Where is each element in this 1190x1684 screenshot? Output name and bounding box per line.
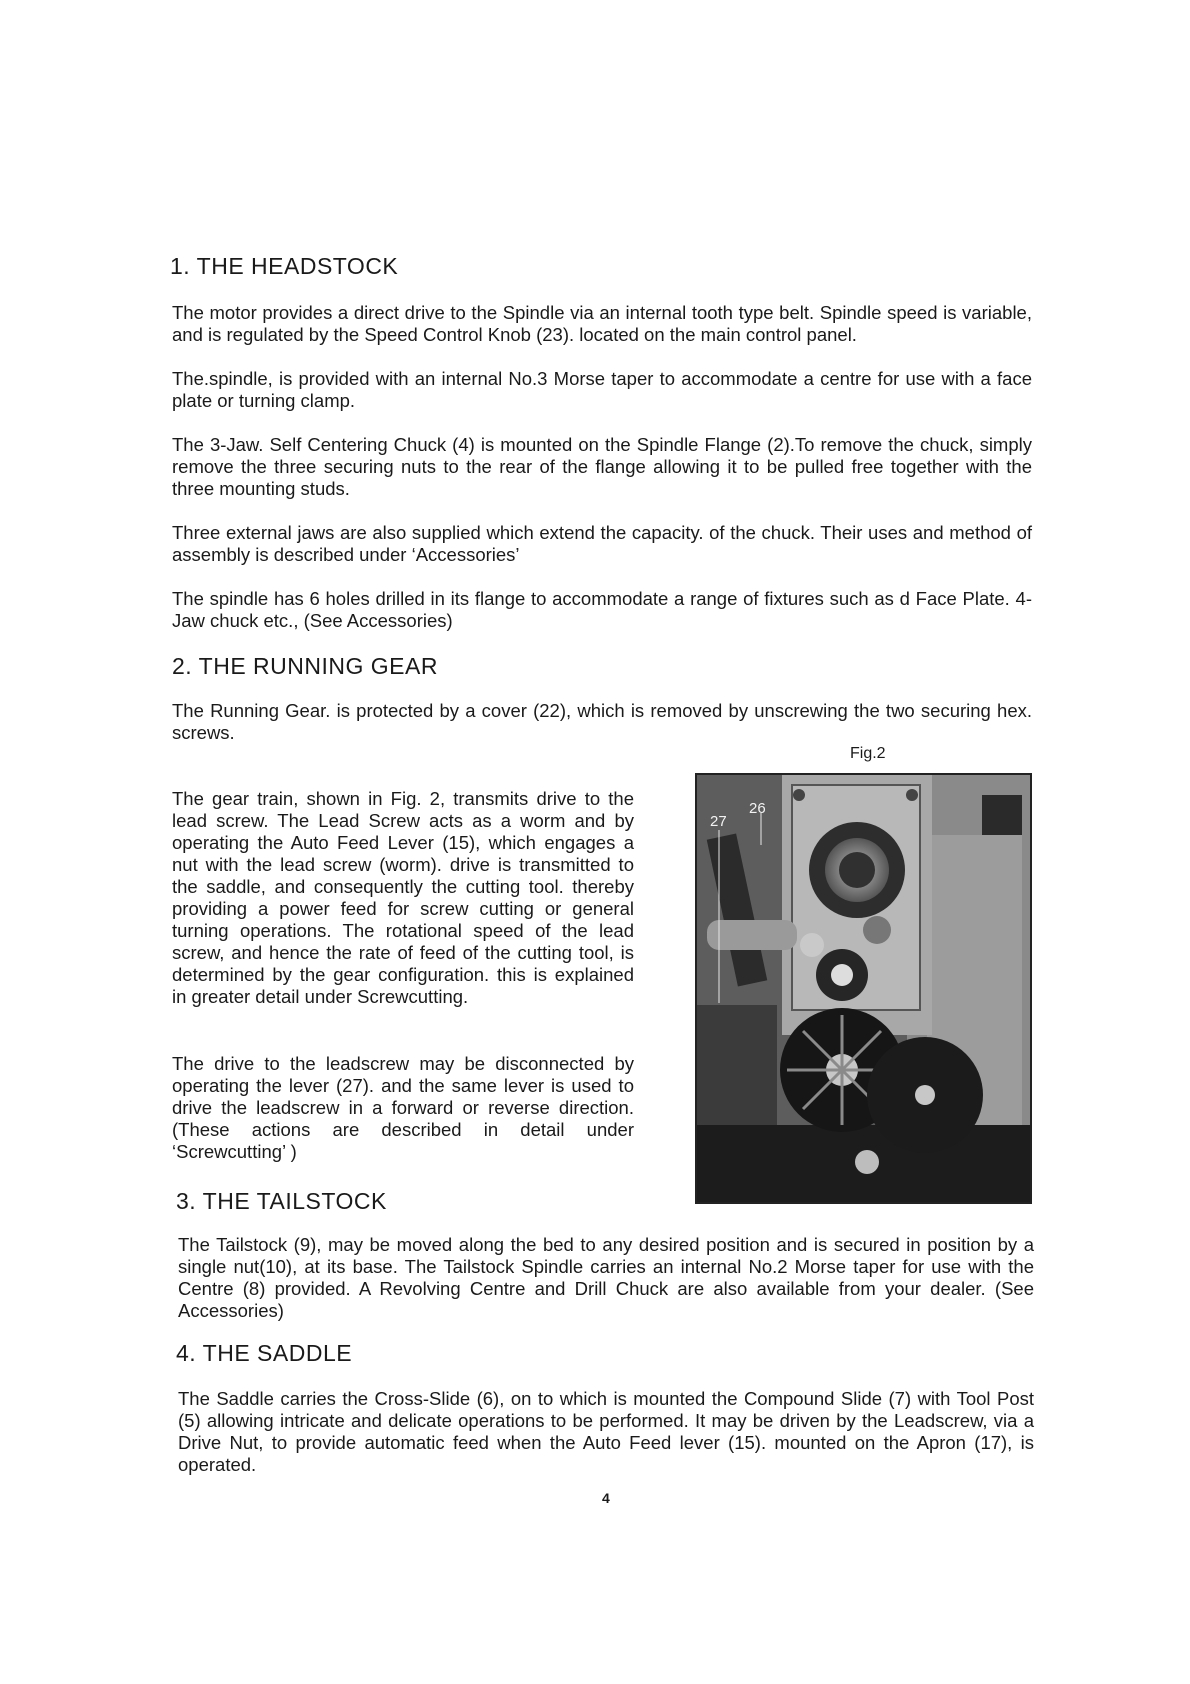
- paragraph: The Saddle carries the Cross-Slide (6), on to which is mounted the Compound Slide (7) with Tool Post (5) allowing intricate and delicate operations to be performed. It may be driven by the Leadscrew, via a Drive Nut, to provide automatic feed when the Auto Feed lever (15). mounted on the Apron (17), is operated.: [178, 1388, 1034, 1475]
- paragraph: The Tailstock (9), may be moved along the bed to any desired position and is secured in position by a single nut(10), at its base. The Tailstock Spindle carries an internal No.2 Morse taper for use with the Centre (8) provided. A Revolving Centre and Drill Chuck are also available from your dealer. (See Accessories): [178, 1234, 1034, 1321]
- gear-train-illustration: [697, 775, 1030, 1202]
- paragraph: The spindle has 6 holes drilled in its flange to accommodate a range of fixtures such as d Face Plate. 4-Jaw chuck etc., (See Accessories): [172, 588, 1032, 631]
- paragraph: The motor provides a direct drive to the Spindle via an internal tooth type belt. Spindle speed is variable, and is regulated by the Speed Control Knob (23). located on the main control panel.: [172, 302, 1032, 345]
- paragraph: Three external jaws are also supplied which extend the capacity. of the chuck. Their uses and method of assembly is described under ‘Accessories’: [172, 522, 1032, 565]
- figure-label: Fig.2: [850, 745, 886, 762]
- section-heading-headstock: 1. THE HEADSTOCK: [170, 253, 399, 279]
- paragraph: The Running Gear. is protected by a cover (22), which is removed by unscrewing the two securing hex. screws.: [172, 700, 1032, 743]
- paragraph: The 3-Jaw. Self Centering Chuck (4) is mounted on the Spindle Flange (2).To remove the chuck, simply remove the three securing nuts to the rear of the flange allowing it to be pulled free together with the three mounting studs.: [172, 434, 1032, 499]
- paragraph: The.spindle, is provided with an internal No.3 Morse taper to accommodate a centre for use with a face plate or turning clamp.: [172, 368, 1032, 411]
- page-number: 4: [602, 1490, 610, 1506]
- paragraph: The drive to the leadscrew may be disconnected by operating the lever (27). and the same lever is used to drive the leadscrew in a forward or reverse direction. (These actions are described in detail under ‘Screwcutting’ ): [172, 1053, 634, 1162]
- section-heading-saddle: 4. THE SADDLE: [176, 1340, 353, 1366]
- paragraph: The gear train, shown in Fig. 2, transmits drive to the lead screw. The Lead Screw acts as a worm and by operating the Auto Feed Lever (15), which engages a nut with the lead screw (worm). drive is transmitted to the saddle, and consequently the cutting tool. thereby providing a power feed for screw cutting or general turning operations. The rotational speed of the lead screw, and hence the rate of feed of the cutting tool, is determined by the gear configuration. this is explained in greater detail under Screwcutting.: [172, 788, 634, 1007]
- section-heading-tailstock: 3. THE TAILSTOCK: [176, 1188, 387, 1214]
- section-heading-running-gear: 2. THE RUNNING GEAR: [172, 653, 438, 679]
- callout-label: 27: [710, 813, 727, 830]
- gear-train-photo: [695, 773, 1032, 1204]
- callout-label: 26: [749, 800, 766, 817]
